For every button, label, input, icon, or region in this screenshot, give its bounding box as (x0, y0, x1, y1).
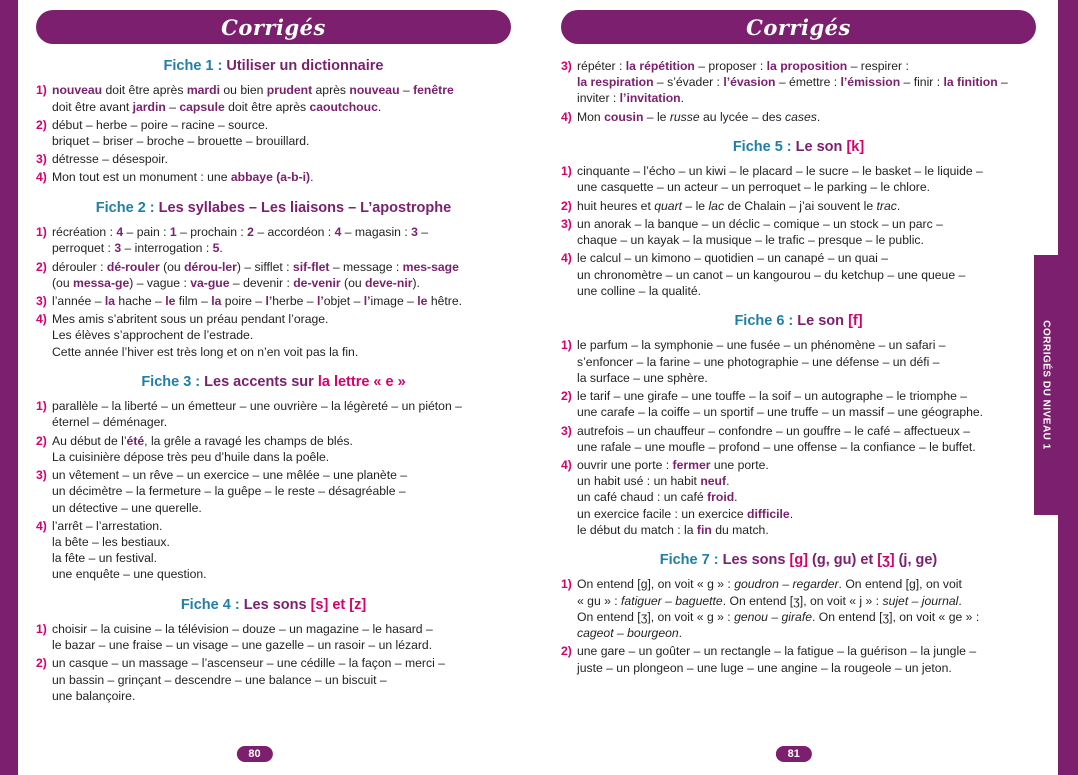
answer-text: répéter : la répétition – proposer : la proposition – respirer : la respiration – s’évader : l’évasion – émettre : l’émission – finir : la finition – inviter : l’invitation. (577, 59, 1008, 106)
answer-text: huit heures et quart – le lac de Chalain – j’ai souvent le trac. (577, 198, 901, 213)
answer-item (36, 518, 511, 583)
answer-text: un vêtement – un rêve – un exercice – une mêlée – une planète – un décimètre – la fermeture – la guêpe – le reste – désagréable – un détective – une querelle. (52, 468, 408, 515)
answer-item (561, 576, 1036, 641)
fiche-title: Fiche 7 : Les sons [g] (g, gu) et [ʒ] (j, ge) (659, 552, 938, 569)
answer-item (36, 259, 511, 291)
answer-number: 2) (36, 259, 47, 274)
right-banner: Corrigés (561, 10, 1036, 44)
answer-text: ouvrir une porte : fermer une porte. un habit usé : un habit neuf. un café chaud : un café froid. un exercice facile : un exercice difficile. le début du match : la fin du match. (577, 457, 794, 537)
answer-item (36, 655, 511, 704)
right-sections (561, 58, 1036, 676)
answer-number: 1) (561, 338, 572, 353)
answer-item (36, 398, 511, 430)
answer-text: cinquante – l’écho – un kiwi – le placard – le sucre – le basket – le liquide – une casquette – un acteur – un perroquet – le parking – le chlore. (577, 164, 983, 195)
answer-text: l’année – la hache – le film – la poire – l’herbe – l’objet – l’image – le hêtre. (52, 293, 463, 308)
answer-number: 3) (36, 468, 47, 483)
right-edge-band (1058, 0, 1078, 775)
answer-text: nouveau doit être après mardi ou bien prudent après nouveau – fenêtre doit être avant jardin – capsule doit être après caoutchouc. (52, 83, 454, 114)
answer-item (36, 311, 511, 360)
answer-text: début – herbe – poire – racine – source. briquet – briser – broche – brouette – brouillard. (52, 117, 310, 149)
answer-item (561, 163, 1036, 195)
answer-item (36, 467, 511, 516)
answer-item (36, 621, 511, 653)
answer-number: 3) (36, 293, 47, 308)
answer-item (561, 198, 1036, 214)
answer-number: 4) (561, 457, 572, 472)
answer-item (36, 224, 511, 256)
answer-text: le tarif – une girafe – une touffe – la soif – un autographe – le triomphe – une carafe – la coiffe – un sportif – une truffe – un massif – une géographe. (577, 389, 984, 420)
left-sections (36, 58, 511, 704)
answer-number: 2) (561, 644, 572, 659)
left-column (36, 10, 511, 770)
left-edge-band (0, 0, 18, 775)
answer-item (561, 388, 1036, 420)
answer-item (36, 433, 511, 465)
answer-text: récréation : 4 – pain : 1 – prochain : 2 – accordéon : 4 – magasin : 3 – perroquet : 3 – interrogation : 5. (52, 225, 429, 256)
answer-item (36, 169, 511, 185)
answer-number: 1) (561, 577, 572, 592)
answer-number: 2) (36, 656, 47, 671)
answer-text: Mes amis s’abritent sous un préau pendant l’orage. Les élèves s’approchent de l’estrade. Cette année l’hiver est très long et on n’en voit pas la fin. (52, 312, 359, 359)
side-tab-label: CORRIGÉS DU NIVEAU 1 (1040, 320, 1052, 450)
answer-item (36, 82, 511, 114)
answer-number: 3) (36, 152, 47, 167)
answer-number: 4) (36, 170, 47, 185)
fiche-title: Fiche 6 : Le son [f] (734, 313, 863, 330)
answer-number: 1) (36, 225, 47, 240)
fiche-title: Fiche 5 : Le son [k] (732, 138, 865, 155)
answer-item (561, 216, 1036, 248)
answer-number: 1) (36, 622, 47, 637)
answer-text: une gare – un goûter – un rectangle – la fatigue – la guérison – la jungle – juste – un plongeon – une luge – une angine – la rougeole – un jeton. (577, 644, 977, 675)
answer-number: 3) (561, 59, 572, 73)
answer-text: On entend [g], on voit « g » : goudron – regarder. On entend [g], on voit « gu » : fatiguer – baguette. On entend [ʒ], on voit « j » : sujet – journal. On entend [ʒ], on voit « g » : genou – girafe. On entend [ʒ], on voit « ge » : cageot – bourgeon. (577, 577, 980, 641)
answer-item (561, 337, 1036, 386)
answer-number: 4) (36, 518, 47, 533)
answer-number: 1) (36, 399, 47, 414)
answer-number: 3) (561, 216, 572, 231)
page-number-right: 81 (776, 746, 812, 762)
answer-text: le parfum – la symphonie – une fusée – un phénomène – un safari – s’enfoncer – la farine – une photographie – une défense – un défi – la surface – une sphère. (577, 338, 946, 385)
answer-number: 4) (561, 251, 572, 266)
answer-text: le calcul – un kimono – quotidien – un canapé – un quai – un chronomètre – un canot – un kangourou – du ketchup – une queue – une colline – la qualité. (577, 251, 966, 298)
answer-item (561, 643, 1036, 675)
answer-number: 2) (36, 433, 47, 448)
answer-number: 2) (561, 198, 572, 213)
page-columns (36, 10, 1036, 770)
fiche-title: Fiche 3 : Les accents sur la lettre « e » (141, 373, 406, 390)
answer-text: choisir – la cuisine – la télévision – douze – un magazine – le hasard – le bazar – une fraise – un visage – une gazelle – un rasoir – un lézard. (52, 622, 433, 653)
left-banner: Corrigés (36, 10, 511, 44)
answer-number: 3) (561, 423, 572, 438)
answer-text: détresse – désespoir. (52, 152, 168, 167)
fiche-title: Fiche 4 : Les sons [s] et [z] (180, 596, 367, 613)
answer-number: 2) (561, 389, 572, 404)
answer-number: 2) (36, 117, 47, 132)
answer-text: autrefois – un chauffeur – confondre – un gouffre – le café – affectueux – une rafale – une moufle – profond – une offense – la confiance – le buffet. (577, 423, 976, 454)
answer-number: 4) (36, 312, 47, 327)
answer-item (561, 109, 1036, 125)
answer-item (561, 423, 1036, 455)
answer-text: Au début de l’été, la grêle a ravagé les champs de blés. La cuisinière dépose très peu d’huile dans la poêle. (52, 433, 353, 464)
fiche-title: Fiche 2 : Les syllabes – Les liaisons – L’apostrophe (95, 199, 452, 216)
answer-text: un anorak – la banque – un déclic – comique – un stock – un parc – chaque – un kayak – la musique – le trafic – presque – le public. (577, 216, 943, 248)
answer-item (561, 58, 1036, 107)
answer-item (36, 117, 511, 149)
answer-text: un casque – un massage – l’ascenseur – une cédille – la façon – merci – un bassin – grinçant – descendre – une balance – un biscuit – une balançoire. (52, 656, 445, 703)
right-column (561, 10, 1036, 770)
answer-item (561, 250, 1036, 299)
answer-number: 1) (561, 164, 572, 179)
answer-text: Mon tout est un monument : une abbaye (a-b-i). (52, 170, 314, 185)
answer-text: Mon cousin – le russe au lycée – des cases. (577, 109, 821, 124)
page-number-left: 80 (236, 746, 272, 762)
answer-item (561, 457, 1036, 538)
answer-item (36, 151, 511, 167)
answer-text: l’arrêt – l’arrestation. la bête – les bestiaux. la fête – un festival. une enquête – une question. (52, 518, 207, 582)
answer-item (36, 293, 511, 309)
answer-text: parallèle – la liberté – un émetteur – une ouvrière – la légèreté – un piéton – éternel – déménager. (52, 399, 462, 430)
side-tab (1034, 255, 1058, 515)
answer-number: 4) (561, 109, 572, 124)
answer-number: 1) (36, 83, 47, 98)
answer-text: dérouler : dé-rouler (ou dérou-ler) – sifflet : sif-flet – message : mes-sage (ou messa-ge) – vague : va-gue – devenir : de-venir (ou deve-nir). (52, 259, 459, 290)
fiche-title: Fiche 1 : Utiliser un dictionnaire (163, 58, 384, 74)
